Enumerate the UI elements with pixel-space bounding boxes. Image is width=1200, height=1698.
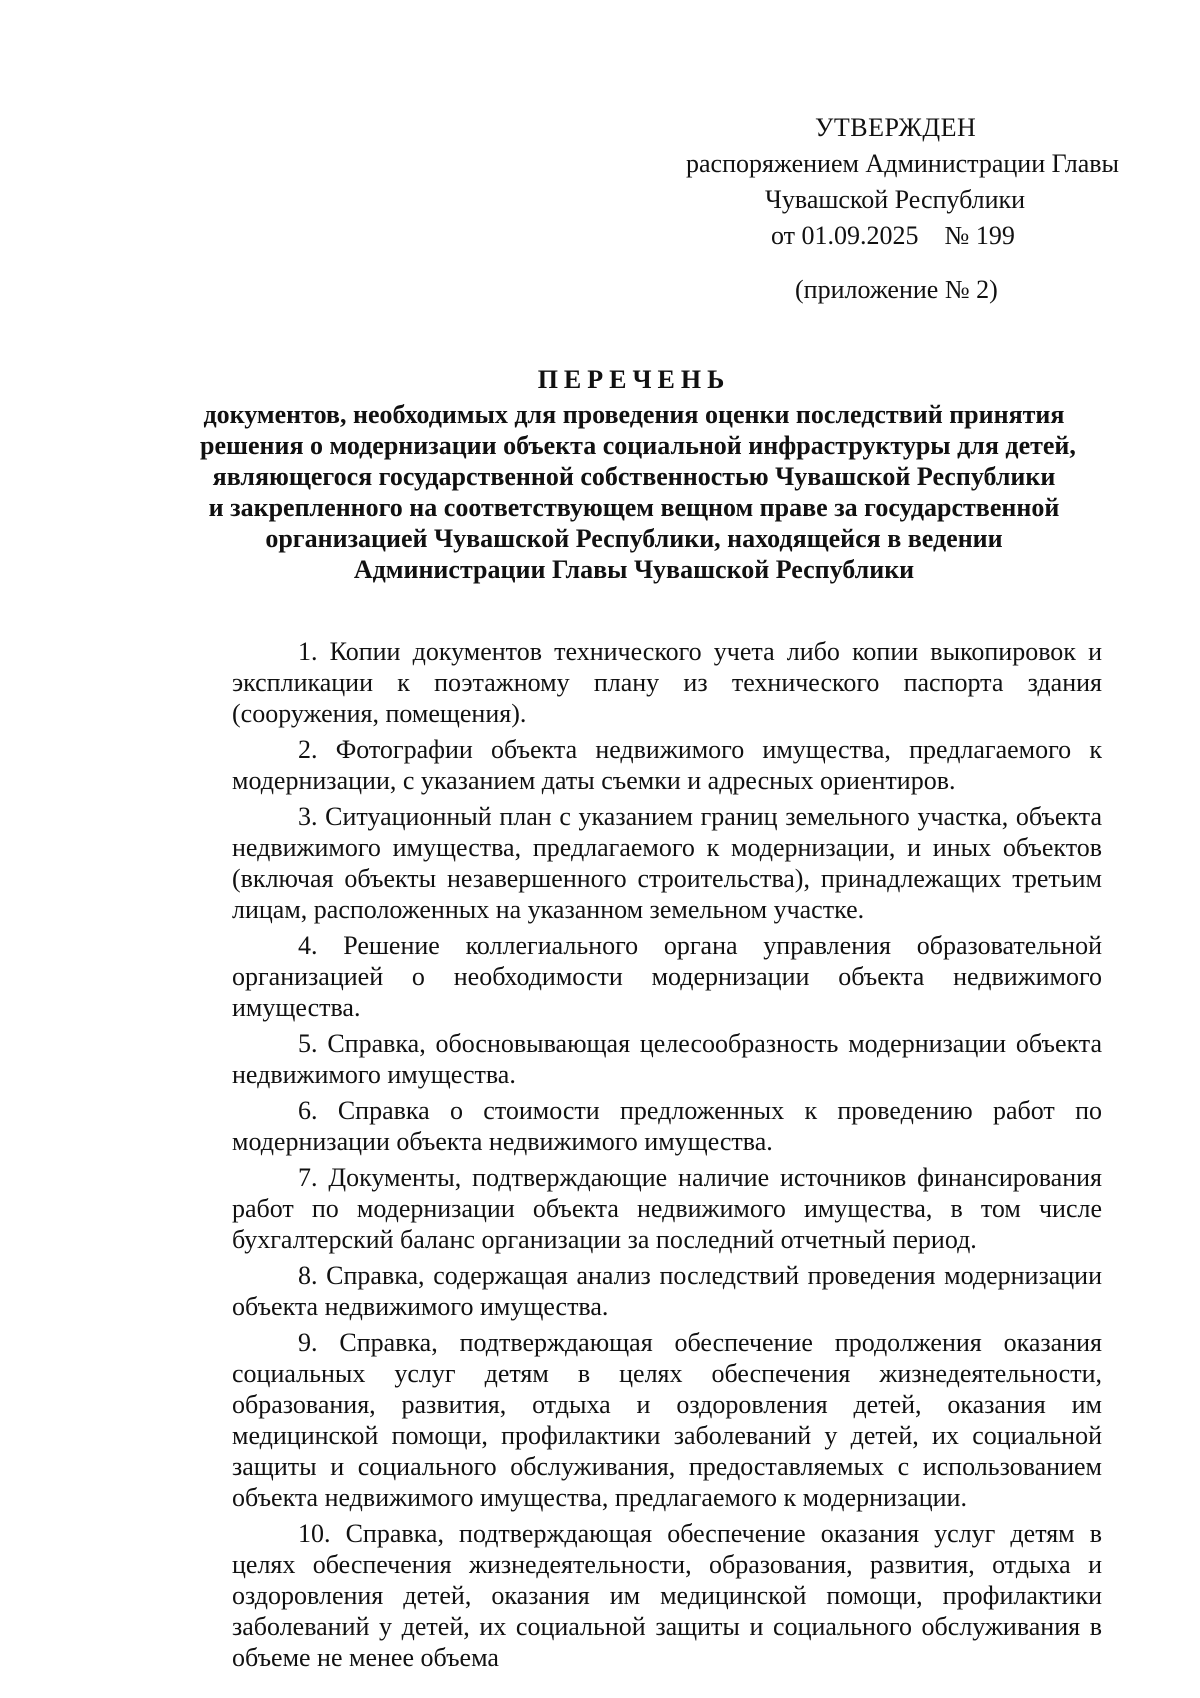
approval-issuer-line: распоряжением Администрации Главы xyxy=(686,149,1119,178)
list-item: 8. Справка, содержащая анализ последствий проведения модернизации объекта недвижимого имущества. xyxy=(232,1261,1102,1321)
list-item: 1. Копии документов технического учета либо копии выкопировок и экспликации к поэтажному плану из технического паспорта здания (сооружения, помещения). xyxy=(232,637,1102,728)
list-item: 7. Документы, подтверждающие наличие источников финансирования работ по модернизации объекта недвижимого имущества, в том числе бухгалтерский баланс организации за последний отчетный период. xyxy=(232,1163,1102,1254)
heading-line: Администрации Главы Чувашской Республики xyxy=(353,555,915,584)
appendix-label: (приложение № 2) xyxy=(795,275,998,304)
list-item: 2. Фотографии объекта недвижимого имущества, предлагаемого к модернизации, с указанием даты съемки и адресных ориентиров. xyxy=(232,735,1102,795)
heading-line: документов, необходимых для проведения оценки последствий принятия xyxy=(203,400,1065,429)
heading-line: организацией Чувашской Республики, находящейся в ведении xyxy=(265,524,1003,553)
list-item: 10. Справка, подтверждающая обеспечение оказания услуг детям в целях обеспечения жизнедеятельности, образования, развития, отдыха и оздоровления детей, оказания им медицинской помощи, профилактики заболеваний у детей, их социальной защиты и социального обслуживания в объеме не менее объема xyxy=(232,1519,1102,1672)
heading-title: ПЕРЕЧЕНЬ xyxy=(537,365,731,394)
list-item: 6. Справка о стоимости предложенных к проведению работ по модернизации объекта недвижимого имущества. xyxy=(232,1096,1102,1156)
heading-line: и закрепленного на соответствующем вещном праве за государственной xyxy=(208,493,1060,522)
document-heading xyxy=(200,364,1076,585)
heading-line: решения о модернизации объекта социальной инфраструктуры для детей, xyxy=(200,431,1076,460)
list-item: 9. Справка, подтверждающая обеспечение продолжения оказания социальных услуг детям в целях обеспечения жизнедеятельности, образования, развития, отдыха и оздоровления детей, оказания им медицинской помощи, профилактики заболеваний у детей, их социальной защиты и социального обслуживания, предоставляемых с использованием объекта недвижимого имущества, предлагаемого к модернизации. xyxy=(232,1328,1102,1512)
list-item: 5. Справка, обосновывающая целесообразность модернизации объекта недвижимого имущества. xyxy=(232,1029,1102,1089)
heading-line: являющегося государственной собственностью Чувашской Республики xyxy=(212,462,1056,491)
list-item: 3. Ситуационный план с указанием границ земельного участка, объекта недвижимого имущества, предлагаемого к модернизации, и иных объектов (включая объекты незавершенного строительства), принадлежащих третьим лицам, расположенных на указанном земельном участке. xyxy=(232,802,1102,924)
document-list xyxy=(232,636,1102,1678)
approval-title: УТВЕРЖДЕН xyxy=(815,113,977,142)
approval-date: от 01.09.2025 xyxy=(771,221,919,250)
approval-number: № 199 xyxy=(944,221,1015,250)
approval-stamp-block xyxy=(655,110,1135,308)
approval-region-line: Чувашской Республики xyxy=(765,185,1026,214)
list-item: 4. Решение коллегиального органа управления образовательной организацией о необходимости модернизации объекта недвижимого имущества. xyxy=(232,931,1102,1022)
approval-date-number-line xyxy=(655,218,1135,254)
